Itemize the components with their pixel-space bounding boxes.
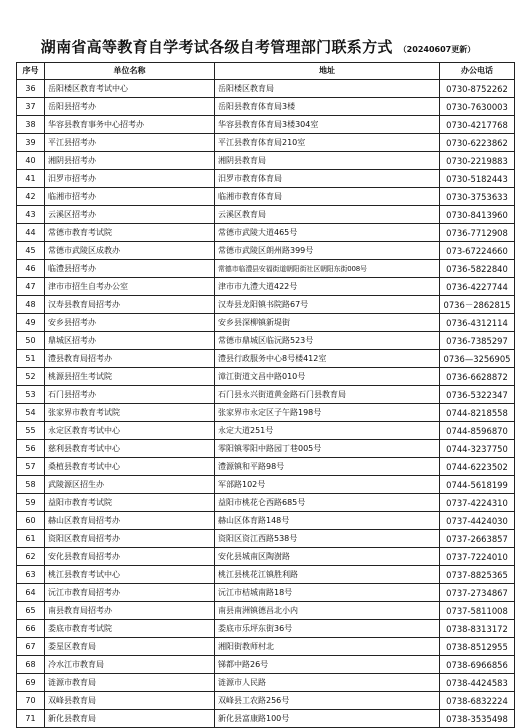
row-address: 张家界市永定区子午路198号 (215, 404, 440, 422)
row-unit-name: 娄星区教育局 (45, 638, 215, 656)
row-phone: 0738-6832224 (440, 692, 515, 710)
row-unit-name: 沅江市教育局招考办 (45, 584, 215, 602)
row-address: 常德市鼎城区临沅路523号 (215, 332, 440, 350)
row-phone: 0737-5811008 (440, 602, 515, 620)
table-row (17, 80, 515, 98)
row-seq: 40 (17, 152, 45, 170)
table-row (17, 548, 515, 566)
row-unit-name: 安化县教育局招考办 (45, 548, 215, 566)
table-row (17, 278, 515, 296)
row-unit-name: 临澧县招考办 (45, 260, 215, 278)
table-row (17, 296, 515, 314)
row-seq: 42 (17, 188, 45, 206)
row-phone: 0736－2862815 (440, 296, 515, 314)
row-unit-name: 汨罗市招考办 (45, 170, 215, 188)
row-address: 安乡县深柳镇新堤街 (215, 314, 440, 332)
row-seq: 43 (17, 206, 45, 224)
row-seq: 38 (17, 116, 45, 134)
row-seq: 55 (17, 422, 45, 440)
row-unit-name: 津市市招生自考办公室 (45, 278, 215, 296)
row-address: 华容县教育体育局3楼304室 (215, 116, 440, 134)
row-unit-name: 新化县教育局 (45, 710, 215, 728)
table-row (17, 116, 515, 134)
row-phone: 0744-6223502 (440, 458, 515, 476)
title-row (0, 36, 516, 58)
header-seq: 序号 (17, 63, 45, 80)
row-phone: 0744-3237750 (440, 440, 515, 458)
row-seq: 51 (17, 350, 45, 368)
row-unit-name: 岳阳楼区教育考试中心 (45, 80, 215, 98)
table-row (17, 314, 515, 332)
table-row (17, 188, 515, 206)
row-address: 临湘市教育体育局 (215, 188, 440, 206)
row-unit-name: 娄底市教育考试院 (45, 620, 215, 638)
row-address: 澧源镇和平路98号 (215, 458, 440, 476)
row-address: 岳阳楼区教育局 (215, 80, 440, 98)
table-body (17, 80, 515, 728)
row-address: 湘阳街教师村北 (215, 638, 440, 656)
row-seq: 48 (17, 296, 45, 314)
row-seq: 39 (17, 134, 45, 152)
table-row (17, 638, 515, 656)
table-row (17, 404, 515, 422)
row-seq: 41 (17, 170, 45, 188)
row-seq: 63 (17, 566, 45, 584)
row-phone: 0730-6223862 (440, 134, 515, 152)
table-row (17, 206, 515, 224)
row-phone: 0744-8596870 (440, 422, 515, 440)
row-phone: 0736—3256905 (440, 350, 515, 368)
table-row (17, 530, 515, 548)
row-address: 津市市九澧大道422号 (215, 278, 440, 296)
row-phone: 0730-2219883 (440, 152, 515, 170)
row-seq: 49 (17, 314, 45, 332)
row-address: 益阳市桃花仑西路685号 (215, 494, 440, 512)
row-address: 常德市武陵区朗州路399号 (215, 242, 440, 260)
row-unit-name: 张家界市教育考试院 (45, 404, 215, 422)
row-seq: 53 (17, 386, 45, 404)
row-seq: 47 (17, 278, 45, 296)
row-unit-name: 岳阳县招考办 (45, 98, 215, 116)
row-seq: 69 (17, 674, 45, 692)
row-seq: 36 (17, 80, 45, 98)
row-seq: 50 (17, 332, 45, 350)
row-address: 汉寿县龙阳镇书院路67号 (215, 296, 440, 314)
row-phone: 0736-5822840 (440, 260, 515, 278)
row-unit-name: 云溪区招考办 (45, 206, 215, 224)
row-unit-name: 冷水江市教育局 (45, 656, 215, 674)
row-seq: 67 (17, 638, 45, 656)
row-unit-name: 永定区教育考试中心 (45, 422, 215, 440)
row-unit-name: 汉寿县教育局招考办 (45, 296, 215, 314)
table-row (17, 224, 515, 242)
row-address: 漳江街道文昌中路010号 (215, 368, 440, 386)
row-address: 永定大道251号 (215, 422, 440, 440)
table-row (17, 566, 515, 584)
row-address: 娄底市乐坪东街36号 (215, 620, 440, 638)
row-unit-name: 双峰县教育局 (45, 692, 215, 710)
row-seq: 68 (17, 656, 45, 674)
row-phone: 0736-4227744 (440, 278, 515, 296)
table-row (17, 512, 515, 530)
table-row (17, 494, 515, 512)
row-phone: 0738-8512955 (440, 638, 515, 656)
row-phone: 073-67224660 (440, 242, 515, 260)
row-phone: 0738-3535498 (440, 710, 515, 728)
row-address: 锑都中路26号 (215, 656, 440, 674)
row-address: 平江县教育体育局210室 (215, 134, 440, 152)
row-seq: 37 (17, 98, 45, 116)
row-phone: 0738-8313172 (440, 620, 515, 638)
row-address: 双峰县工农路256号 (215, 692, 440, 710)
row-phone: 0736-7712908 (440, 224, 515, 242)
table-row (17, 170, 515, 188)
table-header-row (17, 63, 515, 80)
row-address: 岳阳县教育体育局3楼 (215, 98, 440, 116)
row-unit-name: 常德市教育考试院 (45, 224, 215, 242)
row-unit-name: 武陵源区招生办 (45, 476, 215, 494)
row-seq: 59 (17, 494, 45, 512)
row-address: 涟源市人民路 (215, 674, 440, 692)
row-unit-name: 平江县招考办 (45, 134, 215, 152)
table-row (17, 458, 515, 476)
row-seq: 61 (17, 530, 45, 548)
table-row (17, 242, 515, 260)
row-seq: 62 (17, 548, 45, 566)
row-seq: 45 (17, 242, 45, 260)
table-row (17, 350, 515, 368)
header-unit: 单位名称 (45, 63, 215, 80)
row-phone: 0730-4217768 (440, 116, 515, 134)
row-phone: 0730-8752262 (440, 80, 515, 98)
row-phone: 0737-4224310 (440, 494, 515, 512)
contact-table (16, 62, 515, 728)
header-phone: 办公电话 (440, 63, 515, 80)
row-unit-name: 桑植县教育考试中心 (45, 458, 215, 476)
row-address: 沅江市桔城南路18号 (215, 584, 440, 602)
row-unit-name: 临湘市招考办 (45, 188, 215, 206)
row-phone: 0744-8218558 (440, 404, 515, 422)
row-seq: 60 (17, 512, 45, 530)
row-seq: 56 (17, 440, 45, 458)
table-row (17, 422, 515, 440)
row-phone: 0736-4312114 (440, 314, 515, 332)
row-phone: 0736-5322347 (440, 386, 515, 404)
table-row (17, 260, 515, 278)
row-phone: 0737-7224010 (440, 548, 515, 566)
row-seq: 66 (17, 620, 45, 638)
row-unit-name: 安乡县招考办 (45, 314, 215, 332)
row-phone: 0738-6966856 (440, 656, 515, 674)
row-address: 南县南洲镇德昌北小内 (215, 602, 440, 620)
row-unit-name: 南县教育局招考办 (45, 602, 215, 620)
row-seq: 54 (17, 404, 45, 422)
row-address: 零阳镇零阳中路园丁巷005号 (215, 440, 440, 458)
table-row (17, 656, 515, 674)
row-phone: 0730-8413960 (440, 206, 515, 224)
row-phone: 0737-2734867 (440, 584, 515, 602)
table-row (17, 440, 515, 458)
row-phone: 0737-8825365 (440, 566, 515, 584)
row-phone: 0736-6628872 (440, 368, 515, 386)
table-row (17, 134, 515, 152)
table-row (17, 602, 515, 620)
row-seq: 65 (17, 602, 45, 620)
row-unit-name: 桃源县招生考试院 (45, 368, 215, 386)
table-row (17, 152, 515, 170)
table-row (17, 584, 515, 602)
row-address: 石门县永兴街道黄金路石门县教育局 (215, 386, 440, 404)
row-phone: 0730-5182443 (440, 170, 515, 188)
row-phone: 0730-3753633 (440, 188, 515, 206)
row-unit-name: 湘阴县招考办 (45, 152, 215, 170)
row-unit-name: 慈利县教育考试中心 (45, 440, 215, 458)
row-seq: 64 (17, 584, 45, 602)
table-row (17, 386, 515, 404)
row-address: 赫山区体育路148号 (215, 512, 440, 530)
row-address: 湘阴县教育局 (215, 152, 440, 170)
row-address: 安化县城南区陶澍路 (215, 548, 440, 566)
row-unit-name: 石门县招考办 (45, 386, 215, 404)
row-phone: 0744-5618199 (440, 476, 515, 494)
update-date: （20240607更新） (398, 45, 476, 54)
row-unit-name: 赫山区教育局招考办 (45, 512, 215, 530)
row-unit-name: 益阳市教育考试院 (45, 494, 215, 512)
row-address: 常德市临澧县安福街道朝阳街社区朝阳东街008号 (215, 260, 440, 278)
row-seq: 46 (17, 260, 45, 278)
row-seq: 52 (17, 368, 45, 386)
row-address: 常德市武陵大道465号 (215, 224, 440, 242)
row-unit-name: 资阳区教育局招考办 (45, 530, 215, 548)
row-phone: 0730-7630003 (440, 98, 515, 116)
row-unit-name: 澧县教育局招考办 (45, 350, 215, 368)
row-address: 澧县行政服务中心8号楼412室 (215, 350, 440, 368)
row-phone: 0736-7385297 (440, 332, 515, 350)
row-seq: 70 (17, 692, 45, 710)
row-address: 云溪区教育局 (215, 206, 440, 224)
table-row (17, 332, 515, 350)
row-seq: 44 (17, 224, 45, 242)
table-row (17, 692, 515, 710)
table-row (17, 620, 515, 638)
table-row (17, 368, 515, 386)
row-seq: 71 (17, 710, 45, 728)
row-address: 汨罗市教育体育局 (215, 170, 440, 188)
row-address: 资阳区资江西路538号 (215, 530, 440, 548)
page-title: 湖南省高等教育自学考试各级自考管理部门联系方式 (40, 38, 393, 56)
row-address: 桃江县桃花江镇胜利路 (215, 566, 440, 584)
table-row (17, 674, 515, 692)
row-unit-name: 常德市武陵区成教办 (45, 242, 215, 260)
row-address: 军部路102号 (215, 476, 440, 494)
table-row (17, 98, 515, 116)
row-unit-name: 桃江县教育考试中心 (45, 566, 215, 584)
row-unit-name: 涟源市教育局 (45, 674, 215, 692)
row-seq: 58 (17, 476, 45, 494)
row-phone: 0738-4424583 (440, 674, 515, 692)
row-phone: 0737-4424030 (440, 512, 515, 530)
row-unit-name: 华容县教育事务中心招考办 (45, 116, 215, 134)
row-seq: 57 (17, 458, 45, 476)
row-phone: 0737-2663857 (440, 530, 515, 548)
row-address: 新化县富康路100号 (215, 710, 440, 728)
table-row (17, 710, 515, 728)
table-row (17, 476, 515, 494)
row-unit-name: 鼎城区招考办 (45, 332, 215, 350)
header-address: 地址 (215, 63, 440, 80)
